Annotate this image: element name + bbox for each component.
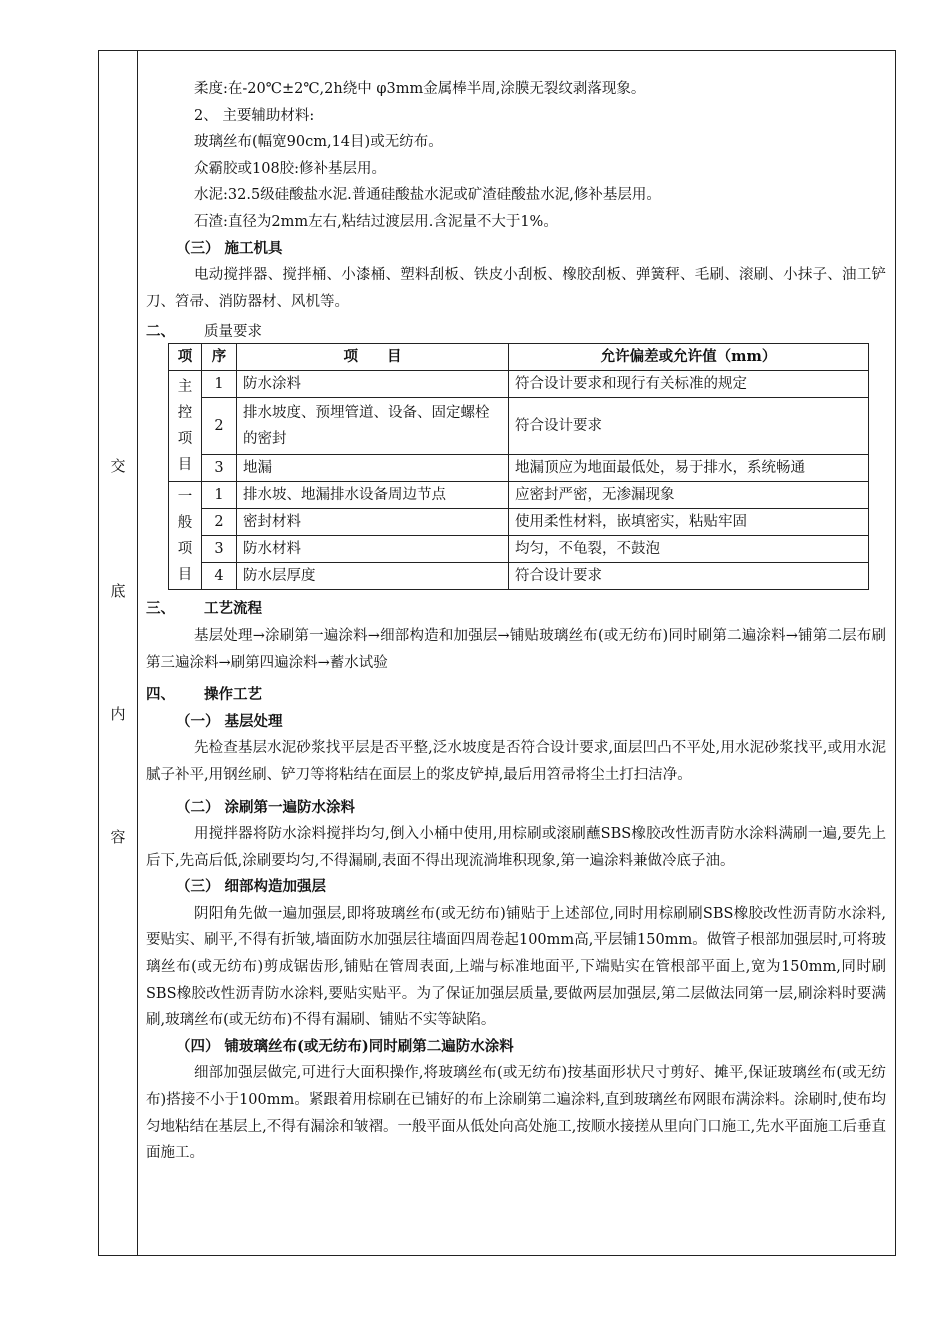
row-seq: 2 xyxy=(202,509,237,536)
step-title: （三） 细部构造加强层 xyxy=(176,878,327,896)
row-item: 排水坡、地漏排水设备周边节点 xyxy=(237,482,509,509)
row-value: 地漏顶应为地面最低处，易于排水，系统畅通 xyxy=(509,455,869,482)
row-seq: 1 xyxy=(202,371,237,398)
row-seq: 2 xyxy=(202,398,237,455)
step-text: 用搅拌器将防水涂料搅拌均匀,倒入小桶中使用,用棕刷或滚刷蘸SBS橡胶改性沥青防水涂料满刷一遍,要先上后下,先高后低,涂刷要均匀,不得漏刷,表面不得出现流淌堆积现象,第一遍涂料兼做冷底子油。 xyxy=(146,826,886,869)
section-number: 四、 xyxy=(146,686,175,704)
table-header: 允许偏差或允许值（mm） xyxy=(509,344,869,371)
group-label-main: 主 控 项 目 xyxy=(169,371,202,482)
table-header: 序 xyxy=(202,344,237,371)
process-heading xyxy=(146,596,886,623)
side-label-char: 交 xyxy=(110,457,126,475)
quality-heading xyxy=(146,321,886,343)
tools-text: 电动搅拌器、搅拌桶、小漆桶、塑料刮板、铁皮小刮板、橡胶刮板、弹簧秤、毛刷、滚刷、小抹子、油工铲刀、笤帚、消防器材、风机等。 xyxy=(146,267,886,310)
row-seq: 3 xyxy=(202,455,237,482)
row-value: 符合设计要求 xyxy=(509,563,869,590)
side-label-column xyxy=(98,50,138,1256)
row-item: 防水涂料 xyxy=(237,371,509,398)
flexibility-text: 柔度:在-20℃±2℃,2h绕中 φ3mm金属棒半周,涂膜无裂纹剥落现象。 xyxy=(194,81,646,97)
section-number: 二、 xyxy=(146,323,175,341)
material-item: 石渣:直径为2mm左右,粘结过渡层用.含泥量不大于1%。 xyxy=(194,213,558,230)
step-text: 细部加强层做完,可进行大面积操作,将玻璃丝布(或无纺布)按基面形状尺寸剪好、摊平,保证玻璃丝布(或无纺布)搭接不小于100mm。紧跟着用棕刷在已铺好的布上涂刷第二遍涂料,直到玻璃丝布网眼布满涂料。涂刷时,使布均匀地粘结在基层上,不得有漏涂和皱褶。一般平面从低处向高处施工,按顺水接搓从里向门口施工,先水平面施工后垂直面施工。 xyxy=(146,1065,886,1162)
row-item: 防水材料 xyxy=(237,536,509,563)
table-row xyxy=(169,536,869,563)
table-header-row xyxy=(169,344,869,371)
step-title: （四） 铺玻璃丝布(或无纺布)同时刷第二遍防水涂料 xyxy=(176,1037,514,1055)
quality-table xyxy=(168,343,869,590)
side-label-char: 底 xyxy=(110,582,126,600)
material-item: 玻璃丝布(幅宽90cm,14目)或无纺布。 xyxy=(194,134,443,151)
table-row xyxy=(169,371,869,398)
row-value: 应密封严密，无渗漏现象 xyxy=(509,482,869,509)
side-label-char: 内 xyxy=(110,705,126,723)
table-row xyxy=(169,482,869,509)
section-number: 三、 xyxy=(146,600,175,618)
section-title: 工艺流程 xyxy=(204,600,262,618)
table-row xyxy=(169,398,869,455)
row-value: 符合设计要求 xyxy=(509,398,869,455)
row-item: 地漏 xyxy=(237,455,509,482)
step-title: （二） 涂刷第一遍防水涂料 xyxy=(176,798,356,816)
row-seq: 4 xyxy=(202,563,237,590)
row-item: 防水层厚度 xyxy=(237,563,509,590)
section-title: 操作工艺 xyxy=(204,686,262,704)
process-text: 基层处理→涂刷第一遍涂料→细部构造和加强层→铺贴玻璃丝布(或无纺布)同时刷第二遍涂料→铺第二层布刷第三遍涂料→刷第四遍涂料→蓄水试验 xyxy=(146,627,886,671)
row-item: 排水坡度、预埋管道、设备、固定螺栓的密封 xyxy=(237,398,509,455)
row-value: 使用柔性材料，嵌填密实，粘贴牢固 xyxy=(509,509,869,536)
tools-title: （三） 施工机具 xyxy=(176,239,283,257)
step-text: 先检查基层水泥砂浆找平层是否平整,泛水坡度是否符合设计要求,面层凹凸不平处,用水泥砂浆找平,或用水泥腻子补平,用钢丝刷、铲刀等将粘结在面层上的浆皮铲掉,最后用笤帚将尘土打扫洁净。 xyxy=(146,740,886,783)
group-label-general: 一 般 项 目 xyxy=(169,482,202,590)
material-item: 众霸胶或108胶:修补基层用。 xyxy=(194,160,387,177)
row-item: 密封材料 xyxy=(237,509,509,536)
row-value: 符合设计要求和现行有关标准的规定 xyxy=(509,371,869,398)
table-header: 项 xyxy=(169,344,202,371)
row-seq: 1 xyxy=(202,482,237,509)
table-row xyxy=(169,563,869,590)
document-content xyxy=(146,76,886,1167)
step-text: 阴阳角先做一遍加强层,即将玻璃丝布(或无纺布)铺贴于上述部位,同时用棕刷刷SBS橡胶改性沥青防水涂料,要贴实、刷平,不得有折皱,墙面防水加强层往墙面四周卷起100mm高,平层铺150mm。做管子根部加强层时,可将玻璃丝布(或无纺布)剪成锯齿形,铺贴在管周表面,上端与标准地面平,下端贴实在管根部平面上,宽为150mm,同时刷SBS橡胶改性沥青防水涂料,要贴实贴平。为了保证加强层质量,要做两层加强层,第二层做法同第一层,刷涂料时要满刷,玻璃丝布(或无纺布)不得有漏刷、铺贴不实等缺陷。 xyxy=(146,905,886,1029)
step-title: （一） 基层处理 xyxy=(176,712,283,730)
operation-heading xyxy=(146,682,886,709)
aux-materials-title: 2、 主要辅助材料: xyxy=(194,107,315,124)
material-item: 水泥:32.5级硅酸盐水泥.普通硅酸盐水泥或矿渣硅酸盐水泥,修补基层用。 xyxy=(194,187,661,204)
row-value: 均匀，不龟裂，不鼓泡 xyxy=(509,536,869,563)
section-title: 质量要求 xyxy=(204,324,262,341)
table-header: 项 目 xyxy=(237,344,509,371)
table-row xyxy=(169,455,869,482)
row-seq: 3 xyxy=(202,536,237,563)
table-row xyxy=(169,509,869,536)
side-label-char: 容 xyxy=(110,828,126,846)
